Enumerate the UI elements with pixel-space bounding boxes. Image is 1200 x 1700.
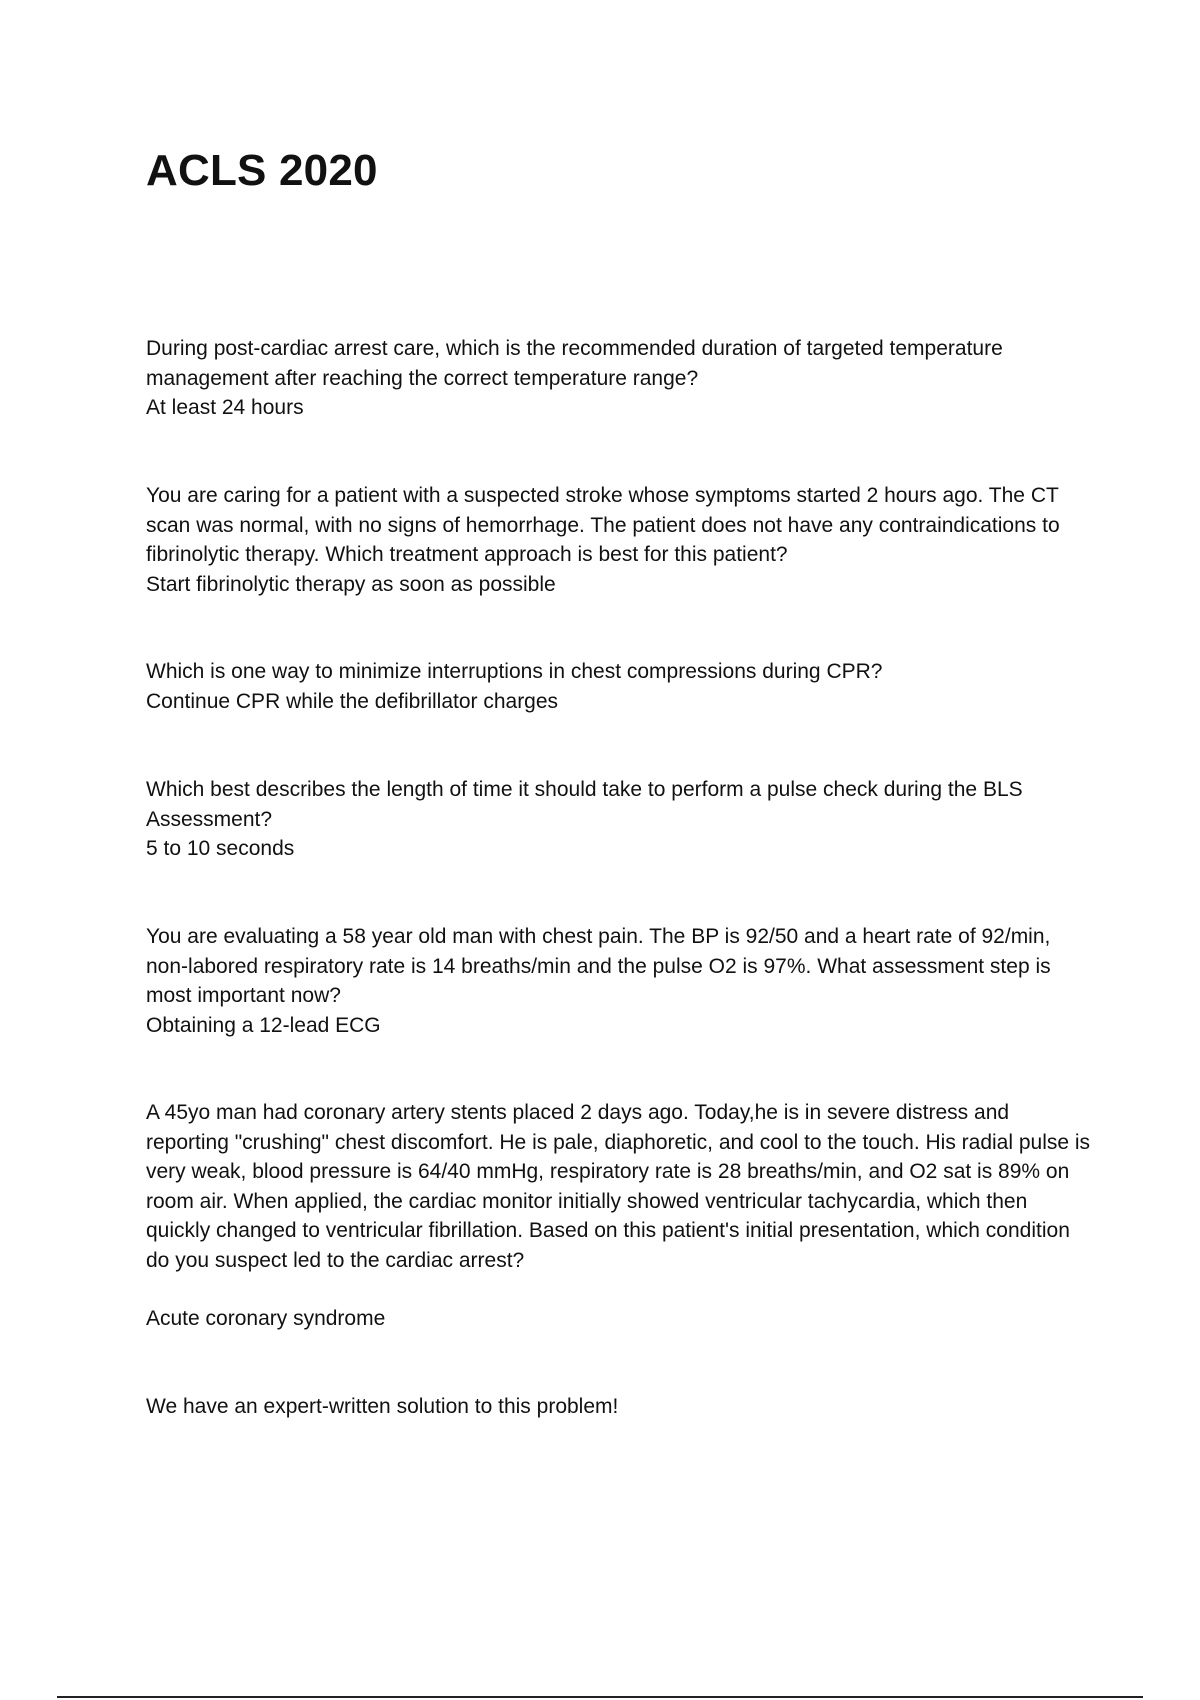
qa-item — [146, 481, 1096, 599]
qa-item — [146, 334, 1096, 423]
qa-item — [146, 657, 1096, 716]
page-title: ACLS 2020 — [146, 146, 378, 195]
question-text: Which best describes the length of time it should take to perform a pulse check during the BLS Assessment? — [146, 778, 1023, 831]
question-text: You are caring for a patient with a suspected stroke whose symptoms started 2 hours ago. The CT scan was normal, with no signs of hemorrhage. The patient does not have any contraindications to fibrinolytic therapy. Which treatment approach is best for this patient? — [146, 484, 1060, 566]
expert-solution-note: We have an expert-written solution to this problem! — [146, 1395, 619, 1418]
question-text: A 45yo man had coronary artery stents placed 2 days ago. Today,he is in severe distress and reporting "crushing" chest discomfort. He is pale, diaphoretic, and cool to the touch. His radial pulse is very weak, blood pressure is 64/40 mmHg, respiratory rate is 28 breaths/min, and O2 sat is 89% on room air. When applied, the cardiac monitor initially showed ventricular tachycardia, which then quickly changed to ventricular fibrillation. Based on this patient's initial presentation, which condition do you suspect led to the cardiac arrest? — [146, 1101, 1091, 1272]
question-text: You are evaluating a 58 year old man with chest pain. The BP is 92/50 and a heart rate of 92/min, non-labored respiratory rate is 14 breaths/min and the pulse O2 is 97%. What assessment step is most important now? — [146, 925, 1051, 1007]
answer-text: Start fibrinolytic therapy as soon as possible — [146, 572, 556, 596]
answer-text: Continue CPR while the defibrillator charges — [146, 689, 559, 713]
qa-item — [146, 1098, 1096, 1334]
qa-item — [146, 775, 1096, 864]
qa-item — [146, 922, 1096, 1040]
answer-text: Acute coronary syndrome — [146, 1307, 386, 1330]
answer-text: Obtaining a 12-lead ECG — [146, 1013, 381, 1037]
question-text: During post-cardiac arrest care, which is the recommended duration of targeted temperature management after reaching the correct temperature range? — [146, 337, 1003, 390]
answer-text: At least 24 hours — [146, 396, 304, 419]
question-text: Which is one way to minimize interruptions in chest compressions during CPR? — [146, 660, 883, 683]
answer-text: 5 to 10 seconds — [146, 837, 295, 860]
footer-divider — [57, 1696, 1143, 1698]
